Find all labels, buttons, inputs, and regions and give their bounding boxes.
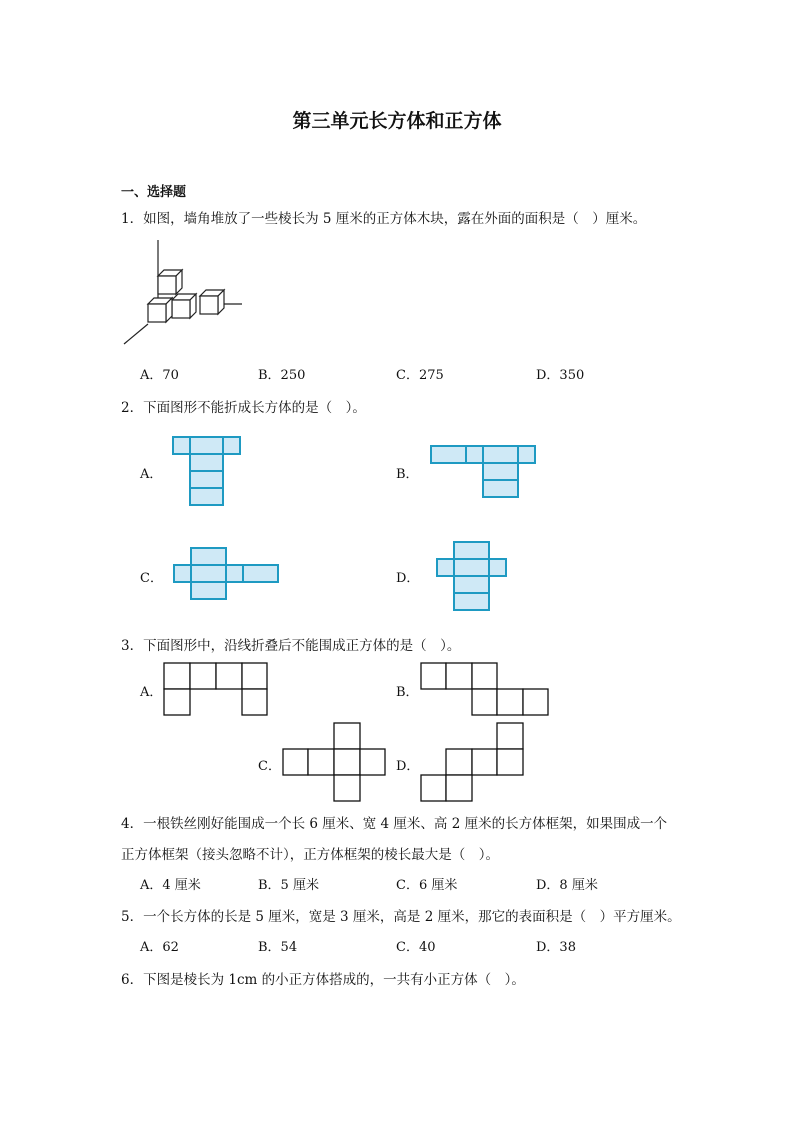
q5-option-c: C．40 [396, 940, 436, 955]
cube-net-d-figure [420, 722, 525, 802]
cube-net-a-figure [163, 662, 268, 716]
q1-option-d: D．350 [536, 368, 585, 383]
q4-option-a: A．4 厘米 [140, 878, 201, 893]
corner-cubes-figure [118, 238, 248, 350]
q2-option-c: C． [140, 571, 163, 586]
q3-option-b: B． [396, 685, 419, 700]
net-c-figure [173, 547, 279, 600]
net-b-figure [430, 445, 536, 498]
page-title: 第三单元长方体和正方体 [292, 110, 502, 132]
section-heading: 一、选择题 [121, 185, 187, 200]
question-4-text-line2: 正方体框架（接头忽略不计），正方体框架的棱长最大是（ ）。 [121, 847, 499, 863]
q4-option-c: C．6 厘米 [396, 878, 458, 893]
question-3-text: 3．下面图形中，沿线折叠后不能围成正方体的是（ ）。 [121, 638, 461, 654]
question-5-text: 5．一个长方体的长是 5 厘米，宽是 3 厘米，高是 2 厘米，那它的表面积是（ ）平方厘米。 [121, 909, 681, 925]
cube-net-b-figure [420, 662, 550, 716]
q3-option-d: D． [396, 759, 420, 774]
q2-option-b: B． [396, 467, 419, 482]
question-1-text: 1．如图，墙角堆放了一些棱长为 5 厘米的正方体木块，露在外面的面积是（ ）厘米。 [121, 211, 647, 227]
q3-option-a: A． [140, 685, 163, 700]
q5-option-b: B．54 [258, 940, 298, 955]
q5-option-a: A．62 [140, 940, 179, 955]
q4-option-d: D．8 厘米 [536, 878, 598, 893]
question-2-text: 2．下面图形不能折成长方体的是（ ）。 [121, 400, 366, 416]
net-d-figure [436, 541, 507, 611]
q1-option-a: A．70 [140, 368, 179, 383]
q2-option-a: A． [140, 467, 163, 482]
net-a-figure [172, 436, 242, 506]
q2-option-d: D． [396, 571, 420, 586]
cube-net-c-figure [282, 722, 387, 802]
q1-option-b: B．250 [258, 368, 306, 383]
q1-option-c: C．275 [396, 368, 444, 383]
q5-option-d: D．38 [536, 940, 576, 955]
question-6-text: 6．下图是棱长为 1cm 的小正方体搭成的，一共有小正方体（ ）。 [121, 972, 525, 988]
q3-option-c: C． [258, 759, 281, 774]
q4-option-b: B．5 厘米 [258, 878, 319, 893]
question-4-text-line1: 4．一根铁丝刚好能围成一个长 6 厘米、宽 4 厘米、高 2 厘米的长方体框架，如果围成一个 [121, 816, 668, 832]
